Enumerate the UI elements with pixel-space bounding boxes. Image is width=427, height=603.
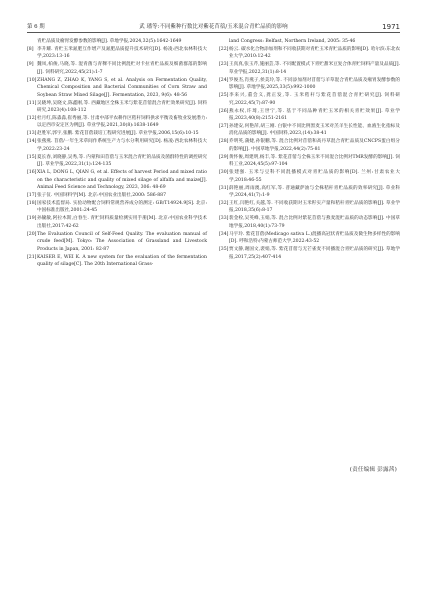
reference-text: 薛艳丽,周雨澳,高红军,等. 普通藏萨油与全株秸秆青贮品质的效率研究[J]. 草业科学,2024,41(7):1-9: [229, 185, 400, 199]
reference-item: [219, 154, 400, 169]
reference-number: [19]: [27, 216, 37, 222]
reference-text: 裴金栓,吴英峰,玉娟,等. 混合比例对紫花苜蓿与燕麦混贮品质的动态影响[J]. 中国草地学报,2018,40(1):73-79: [229, 216, 400, 229]
reference-number: [9]: [27, 62, 34, 68]
reference-number: [30]: [219, 170, 229, 176]
reference-text: 杨云. 碳水化合物添加剂和不同收获期对青贮玉米青贮品质的影响[D]. 哈尔滨:东北农业大学,2010:12-42: [229, 47, 400, 60]
reference-text: The Evaluation Council of Self-Feed Quality. The evaluation manual of crude feed[M]. Tokyo: The Association of Grassland and Livestock Products in Japan, 2001: 82-87: [37, 231, 207, 252]
reference-text: 孙建安,何艳萍,胡三刚. 白银中不同比例黑麦玉米对羔羊生长性能、血液生化指标及消化品质的影响[J]. 中国饲料,2023,(14):38-41: [229, 124, 400, 137]
reference-item: [27, 38, 207, 45]
reference-number: [29]: [219, 154, 229, 160]
reference-text: 青贮品质及瘤胃发酵参数的影响[J]. 草地学报,2024,32(5):1642-1649: [37, 39, 182, 44]
reference-number: [17]: [27, 193, 37, 199]
reference-item: [27, 77, 207, 99]
page-number: 1971: [382, 23, 400, 31]
running-title: 武 璠等:不同紫种行数比对紫花苜蓿/玉米混合青贮品质的影响: [139, 24, 288, 30]
reference-text: 夏长春,刘晓静,吴秀,等. 内蒙和田苜蓿与玉米混合青贮的品质及菌群特性的调控研究[J]. 草业学报,2022,31(1):124-135: [37, 154, 207, 168]
reference-text: 魏凤,柏俊,马晓,等. 混青菌与青稞不同比例混贮对卡拉青贮品质及细菌群落的影响[J]. 饲料研究,2022,45(21):1-7: [37, 62, 207, 75]
reference-text: 燕永权,许琦,王世宁,等. 基于不同品种青贮玉米的相关青贮效果[J]. 草业学报,2023,40(8):2151-2161: [229, 108, 400, 122]
reference-item: [219, 61, 400, 76]
reference-item: [219, 77, 400, 92]
reference-text: 王红,闫艳红,关越,等. 不同收获期对玉米籽实产量和秸秆青贮品质的影响[J]. 草业学报,2018,35(6):8-17: [229, 201, 400, 214]
reference-text: 乔明英,蒲婕,孙银鹏,等. 混合比例对苜蓿和高丹草混合青贮品质及CNCPS蛋白组分的影响[J]. 中国草地学报,2022,44(2):75-81: [229, 139, 400, 152]
reference-number: [16]: [27, 170, 37, 176]
responsible-editor: (责任编辑 彭露茜): [349, 467, 397, 473]
running-header: [27, 22, 400, 33]
reference-text: 张建强. 玉米与豆科不同混播模式对青贮品质的影响[D]. 兰州:甘肃农业大学,2018:46-55: [229, 170, 400, 183]
reference-text: land Congress: Belfast, Northern Ireland, 2005: 35-46: [229, 39, 356, 44]
reference-number: [31]: [219, 185, 229, 191]
reference-number: [26]: [219, 108, 229, 114]
reference-text: 贾文静,谢国文,裴娟,等. 紫花苜蓿与无芒雀麦不同播混合青贮品质的研究[J]. 草地学报,2017,25(2):407-414: [229, 247, 400, 260]
reference-item: [219, 246, 400, 261]
reference-text: 国家技术监督局. 实验动物配合饲料常规营养成分的测定: GB/T14924.9[S]. 北京:中国标准出版社,2001:24-45: [37, 201, 207, 214]
reference-text: ZHANG Z, ZHAO K, YANG S, et al. Analysis on Fermentation Quality, Chemical Composition and Bacterial Communities of Corn Straw and Soybean Straw Mixed Silage[J]. Fermentation, 2023, 9(6): 48-56: [37, 77, 207, 98]
reference-number: [10]: [27, 77, 37, 83]
reference-item: [219, 138, 400, 153]
reference-item: [219, 215, 400, 230]
issue-number: 第 6 期: [27, 24, 45, 30]
reference-item: [219, 92, 400, 107]
reference-text: 李升耀. 青贮玉米氮肥互作增产及氮肥品质提升技术研究[D]. 杨凌:西北农林科技大学,2023:13-16: [37, 47, 207, 60]
reference-number: [20]: [27, 231, 37, 237]
reference-item: [27, 138, 207, 153]
reference-item: [219, 185, 400, 200]
reference-item: [27, 169, 207, 191]
reference-number: [34]: [219, 231, 229, 237]
reference-item: [219, 200, 400, 215]
reference-number: [18]: [27, 201, 37, 207]
reference-number: [27]: [219, 124, 229, 130]
reference-number: [25]: [219, 93, 229, 99]
reference-item: [219, 46, 400, 61]
reference-item: [27, 154, 207, 169]
reference-number: [33]: [219, 216, 229, 222]
reference-item: [219, 108, 400, 123]
reference-item: [27, 254, 207, 269]
reference-text: 张燕燕. 苜蓿/一年生禾草间作系统生产力与水分利用研究[D]. 杨凌:西北农林科技大学,2022:23-24: [37, 139, 207, 152]
reference-item: [27, 115, 207, 130]
reference-number: [22]: [219, 47, 229, 52]
reference-number: [28]: [219, 139, 229, 145]
reference-item: [27, 200, 207, 215]
reference-item: [27, 61, 207, 76]
reference-text: 张子仪. 中国饲料学[M]. 北京:中国农业出版社,2000: 586-887: [37, 193, 167, 199]
references-left-column: [27, 38, 207, 269]
reference-item: [27, 231, 207, 253]
reference-text: 吴晓坤,吴晓文,陈鑫刚,等. 西藏地区全株玉米与紫花苜蓿混合青贮效果研究[J]. 饲料研究,2023(4):108-112: [37, 100, 207, 114]
reference-item: [27, 130, 207, 137]
reference-item: [219, 123, 400, 138]
references-right-column: [219, 38, 400, 262]
reference-item: [27, 215, 207, 230]
reference-item: [27, 100, 207, 115]
reference-number: [14]: [27, 139, 37, 145]
reference-item: [219, 169, 400, 184]
reference-number: [11]: [27, 100, 37, 106]
reference-number: [24]: [219, 77, 229, 83]
reference-text: KAISER E, WEI K. A new system for the evaluation of the fermentation quality of silage[C]. The 20th International Grass-: [37, 254, 207, 268]
reference-number: [21]: [27, 254, 37, 260]
reference-number: [8]: [27, 47, 34, 52]
reference-text: XIA L, DONG L, QIAN G, et al. Effects of harvest Period and mixed ratio on the characteristic and quality of mixed silage of alfalfa and maize[J]. Animal Feed Science and Technology, 2023, 306: 48-69: [37, 170, 207, 191]
reference-number: [32]: [219, 201, 229, 207]
reference-text: 孙毓敏,阿拉木斯,白春生. 青贮饲料质量检测实用手册[M]. 北京:中国农业科学技术出版社,2017:42-62: [37, 216, 207, 229]
reference-item: [27, 46, 207, 61]
reference-number: [35]: [219, 247, 229, 253]
reference-item: [219, 38, 400, 45]
reference-text: 赵胜军,郭宇,张鹏. 紫花苜蓿栽培工程研究进展[J]. 草业学报,2006,15(6):10-15: [37, 131, 199, 137]
reference-text: 杜月红,陈淼淼,崔秀丽,等. 甘肃中部平农耕作区秸秆饲料供求平衡及畜牧业发展潜力:以定西市安定区为例[J]. 草业学报,2021,30(8):1638-1649: [37, 116, 207, 129]
reference-text: 黄怀俊,周建明,杨丰,等. 紫花苜蓿与全株玉米不同混合比例对TMR发酵的影响[J]. 饲料工业,2024,45(5):97-104: [229, 154, 400, 168]
reference-text: 王真真,张玉芹,施丽芸,等. 不同配置模式下青贮甜米豆复合体青贮饲料产量及品质[J]. 草业学报,2022,31(1):8-14: [229, 62, 400, 75]
reference-text: 马宇玲. 紫花苜蓿(Medicago sativa L.)混播高冠状青贮品质及微生物多样性的影响[D]. 呼和浩特:内蒙古师范大学,2022:43-52: [229, 231, 400, 245]
reference-number: [15]: [27, 154, 37, 160]
reference-number: [23]: [219, 62, 229, 68]
reference-item: [219, 231, 400, 246]
reference-item: [27, 192, 207, 199]
reference-number: [13]: [27, 131, 37, 137]
reference-number: [12]: [27, 116, 37, 122]
reference-text: 罗俊杰,肖燕子,侯美玲,等. 不同添加剂对苜蓿与羊草混合青贮品质及瘤胃发酵参数的影响[J]. 草地学报,2025,33(5):992-1000: [229, 77, 400, 91]
reference-text: 李来兴,董会义,龚正发,等. 玉米秸秆与紫花苜蓿混合青贮研究[J]. 饲料研究,2022,45(7):87-90: [229, 93, 400, 106]
